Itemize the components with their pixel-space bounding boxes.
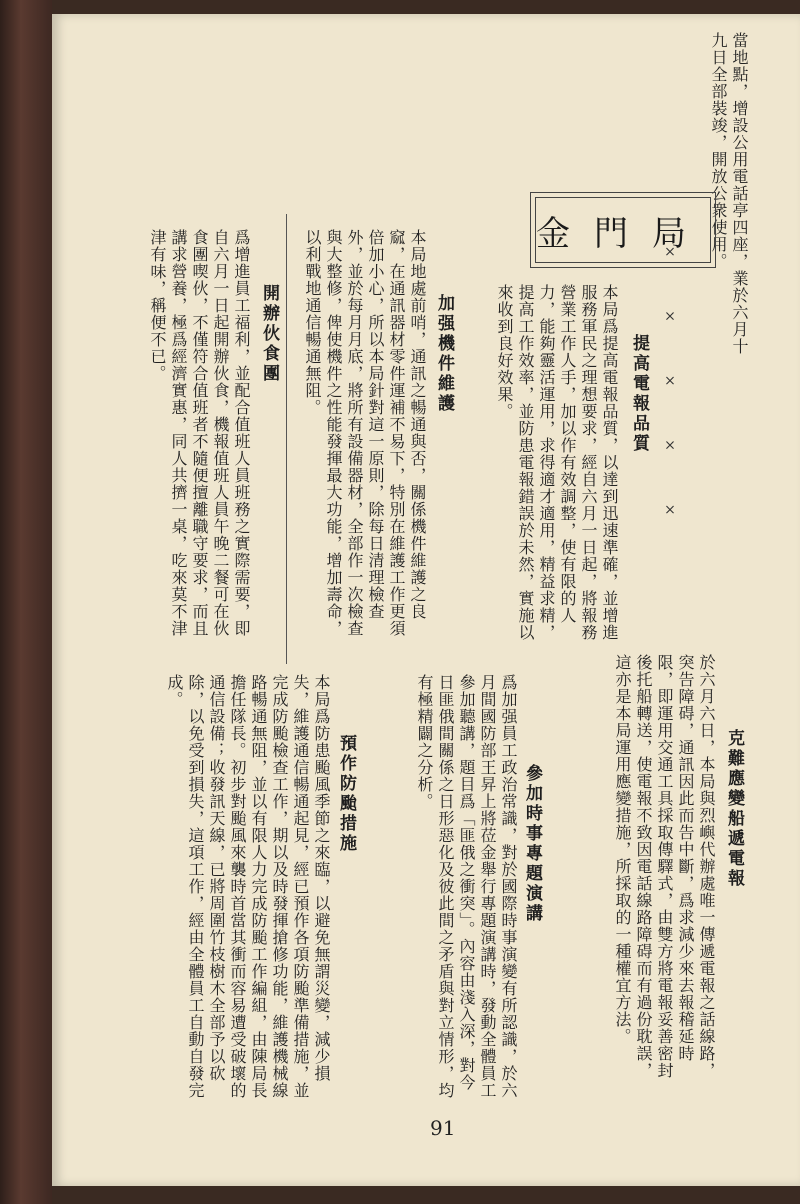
article-body-6: 本局爲防患颱風季節之來臨，以避免無謂災變，減少損失，維護通信暢通起見，經已預作各項防颱準備措施，並完成防颱檢查工作，期以及時發揮搶修功能，維護機械線路暢通無阻，並以有限人力完成防颱工作編組，由陳局長擔任隊長。初步對颱風來襲時首當其衝而容易遭受破壞的通信設備；收發訊天線，已將周圍竹枝樹木全部予以砍除，以免受到損失，這項工作，經由全體員工自動自發完成。: [165, 674, 331, 1099]
box-title: [530, 192, 716, 268]
page-number: 91: [430, 1116, 456, 1140]
article-body-5: 爲加强員工政治常識，對於國際時事演變有所認識，於六月間國防部王昇上將莅金舉行專題演講時，發動全體員工參加聽講，題目爲「匪俄之衝突」。內容由淺入深，對今日匪俄間關係之日形惡化及彼此間之矛盾與對立情形，均有極精闢之分析。: [415, 674, 518, 1099]
article-title-3: 開辦伙食團: [259, 284, 279, 384]
article-body-1: 本局爲提高電報品質，以達到迅速準確，並增進服務軍民之理想要求，經自六月一日起，將報務營業工作人手，加以作有效調整，使有限的人力，能夠靈活運用，求得適才適用，精益求精，提高工作效率，並防患電報錯誤於未然，實施以來收到良好效果。: [495, 284, 619, 641]
document-page: [52, 14, 800, 1186]
article-title-6: 預作防颱措施: [336, 734, 356, 854]
article-body-3: 爲增進員工福利，並配合值班人員班務之實際需要，即自六月一日起開辦伙食，機報值班人員午晚二餐可在伙食團喫伙，不僅符合值班者不隨便擅離職守要求，而且講求營養，極爲經濟實惠，同人共擠一桌，吃來莫不津津有味，稱便不已。: [148, 229, 251, 637]
article-title-5: 參加時事專題演講: [522, 764, 542, 924]
separator-marks: × × × × ×: [662, 244, 678, 540]
book-spine: [0, 0, 52, 1204]
article-title-1: 提高電報品質: [629, 334, 649, 454]
article-body-4: 於六月六日，本局與烈嶼代辦處唯一傳遞電報之話線路，突告障碍，通訊因此而告中斷，爲求減少來去報稽延時限，即運用交通工具採取傳驛式，由雙方將電報妥善密封後托船轉送，使電報不致因電話線路障碍而有過份耽誤，這亦是本局運用應變措施，所採取的一種權宜方法。: [613, 654, 716, 1079]
article-body-2: 本局地處前哨，通訊之暢通與否，關係機件維護之良窳，在通訊器材零件運補不易下，特別在維護工作更須倍加小心，所以本局針對這一原則，除每日清理檢查外，並於每月月底，將所有設備器材，全部作一次檢查與大整修，俾使機件之性能發揮最大功能，增加壽命，以利戰地通信暢通無阻。: [303, 229, 427, 637]
article-title-2: 加强機件維護: [434, 294, 454, 414]
box-title-text: 金門局: [536, 213, 710, 254]
article-title-4: 克難應變船遞電報: [724, 729, 744, 889]
intro-text: 當地點，增設公用電話亭四座，業於六月十九日全部裝竣，開放公衆使用。: [709, 32, 749, 355]
